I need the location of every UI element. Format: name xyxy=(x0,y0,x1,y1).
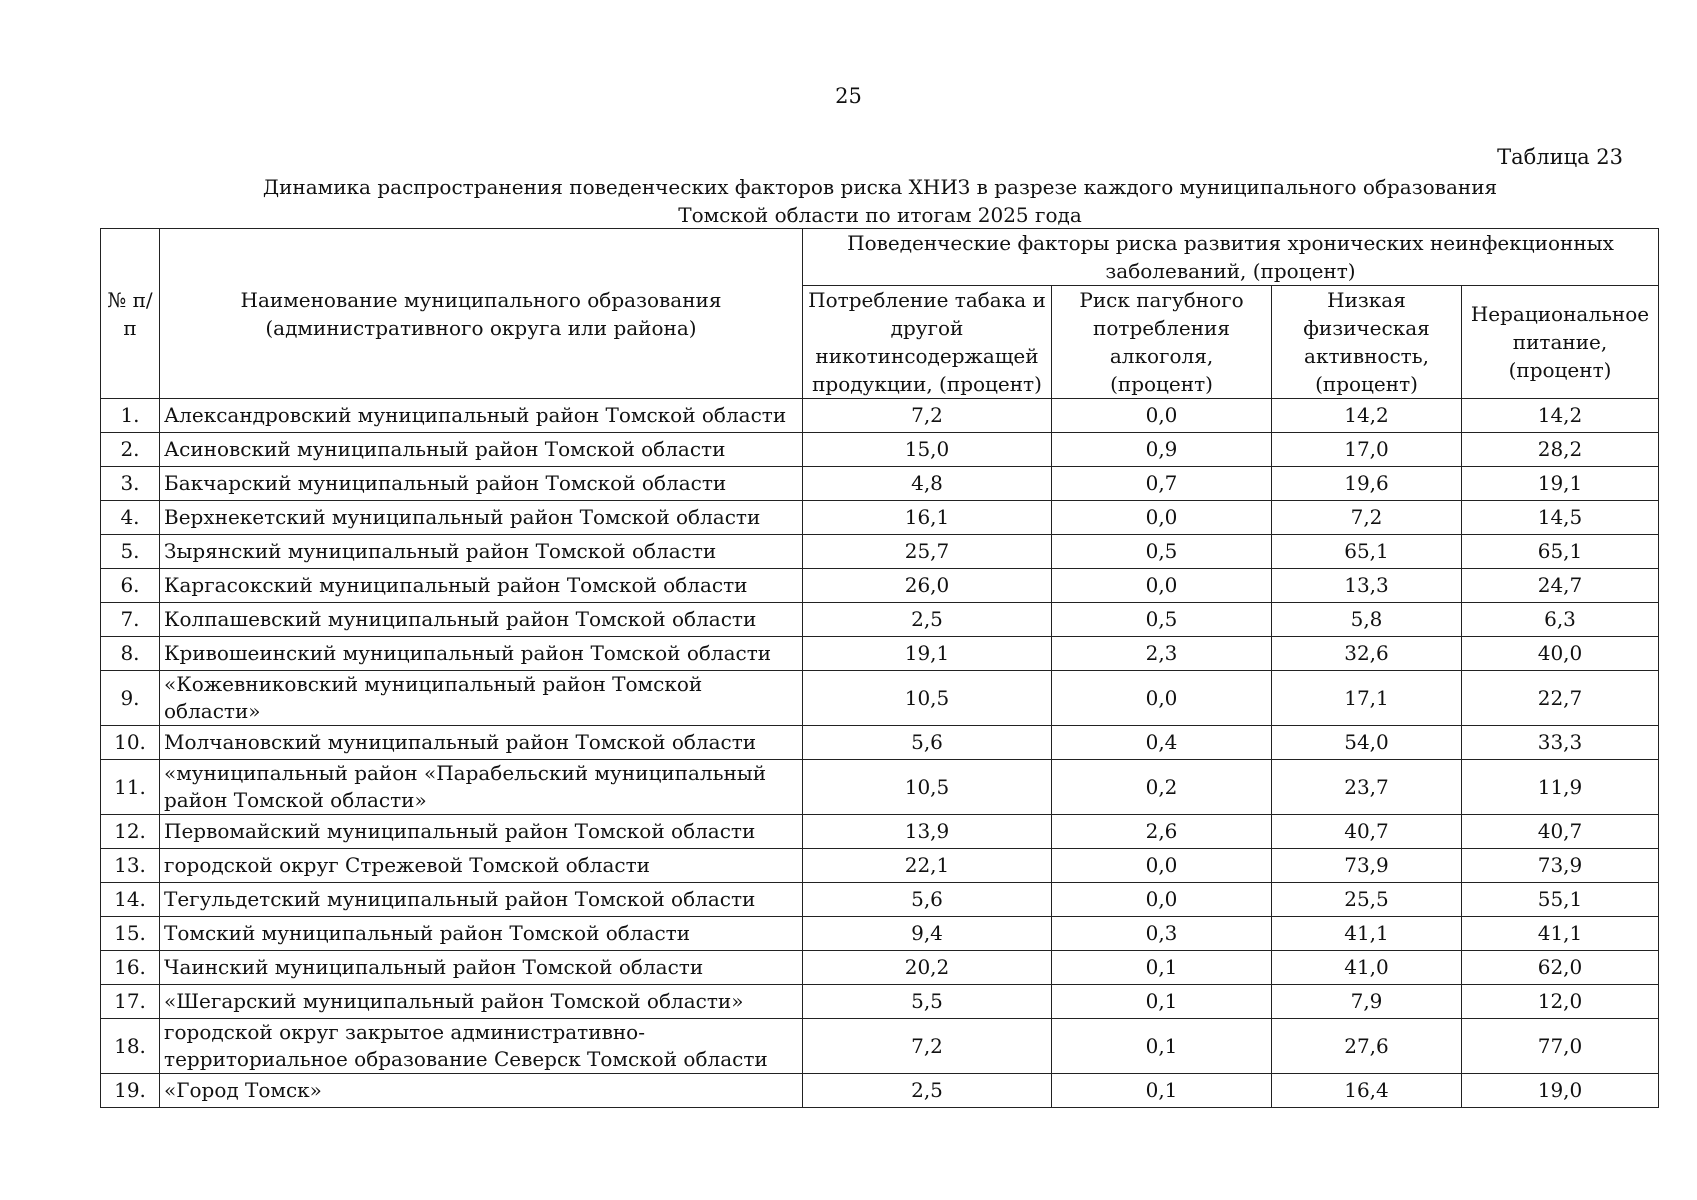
alcohol-value-cell: 0,0 xyxy=(1052,399,1272,433)
alcohol-value-cell: 0,5 xyxy=(1052,603,1272,637)
tobacco-value-cell: 20,2 xyxy=(803,951,1052,985)
table-body xyxy=(101,399,1659,1108)
row-number-cell: 13. xyxy=(101,849,160,883)
nutrition-value-cell: 19,1 xyxy=(1462,467,1659,501)
alcohol-value-cell: 0,0 xyxy=(1052,501,1272,535)
tobacco-value-cell: 10,5 xyxy=(803,760,1052,815)
header-num: № п/п xyxy=(101,229,160,399)
header-activity: Низкая физическая активность, (процент) xyxy=(1272,286,1462,399)
alcohol-value-cell: 0,0 xyxy=(1052,671,1272,726)
alcohol-value-cell: 0,5 xyxy=(1052,535,1272,569)
table-row xyxy=(101,760,1659,815)
tobacco-value-cell: 4,8 xyxy=(803,467,1052,501)
row-number-cell: 3. xyxy=(101,467,160,501)
tobacco-value-cell: 19,1 xyxy=(803,637,1052,671)
municipality-name-cell: Тегульдетский муниципальный район Томской области xyxy=(160,883,803,917)
alcohol-value-cell: 0,1 xyxy=(1052,985,1272,1019)
nutrition-value-cell: 55,1 xyxy=(1462,883,1659,917)
table-row xyxy=(101,467,1659,501)
nutrition-value-cell: 41,1 xyxy=(1462,917,1659,951)
alcohol-value-cell: 2,6 xyxy=(1052,815,1272,849)
alcohol-value-cell: 0,3 xyxy=(1052,917,1272,951)
alcohol-value-cell: 0,4 xyxy=(1052,726,1272,760)
alcohol-value-cell: 0,7 xyxy=(1052,467,1272,501)
table-row xyxy=(101,849,1659,883)
activity-value-cell: 32,6 xyxy=(1272,637,1462,671)
header-tobacco: Потребление табака и другой никотинсодержащей продукции, (процент) xyxy=(803,286,1052,399)
tobacco-value-cell: 15,0 xyxy=(803,433,1052,467)
tobacco-value-cell: 10,5 xyxy=(803,671,1052,726)
table-row xyxy=(101,1074,1659,1108)
municipality-name-cell: Молчановский муниципальный район Томской области xyxy=(160,726,803,760)
alcohol-value-cell: 0,9 xyxy=(1052,433,1272,467)
municipality-name-cell: Колпашевский муниципальный район Томской области xyxy=(160,603,803,637)
municipality-name-cell: «Шегарский муниципальный район Томской области» xyxy=(160,985,803,1019)
municipality-name-cell: Каргасокский муниципальный район Томской области xyxy=(160,569,803,603)
activity-value-cell: 73,9 xyxy=(1272,849,1462,883)
alcohol-value-cell: 0,2 xyxy=(1052,760,1272,815)
nutrition-value-cell: 40,0 xyxy=(1462,637,1659,671)
tobacco-value-cell: 5,6 xyxy=(803,883,1052,917)
table-row xyxy=(101,501,1659,535)
row-number-cell: 17. xyxy=(101,985,160,1019)
row-number-cell: 1. xyxy=(101,399,160,433)
activity-value-cell: 41,1 xyxy=(1272,917,1462,951)
row-number-cell: 8. xyxy=(101,637,160,671)
table-row xyxy=(101,569,1659,603)
activity-value-cell: 19,6 xyxy=(1272,467,1462,501)
table-row xyxy=(101,535,1659,569)
row-number-cell: 6. xyxy=(101,569,160,603)
tobacco-value-cell: 25,7 xyxy=(803,535,1052,569)
page-number: 25 xyxy=(835,84,862,108)
municipality-name-cell: городской округ закрытое административно-территориальное образование Северск Томской области xyxy=(160,1019,803,1074)
header-name: Наименование муниципального образования (административного округа или района) xyxy=(160,229,803,399)
table-title-line-1: Динамика распространения поведенческих факторов риска ХНИЗ в разрезе каждого муниципального образования xyxy=(262,175,1498,199)
row-number-cell: 9. xyxy=(101,671,160,726)
nutrition-value-cell: 12,0 xyxy=(1462,985,1659,1019)
table-row xyxy=(101,603,1659,637)
municipality-name-cell: Чаинский муниципальный район Томской области xyxy=(160,951,803,985)
tobacco-value-cell: 5,6 xyxy=(803,726,1052,760)
nutrition-value-cell: 40,7 xyxy=(1462,815,1659,849)
row-number-cell: 5. xyxy=(101,535,160,569)
row-number-cell: 7. xyxy=(101,603,160,637)
activity-value-cell: 14,2 xyxy=(1272,399,1462,433)
municipality-name-cell: городской округ Стрежевой Томской области xyxy=(160,849,803,883)
municipality-name-cell: Зырянский муниципальный район Томской области xyxy=(160,535,803,569)
nutrition-value-cell: 77,0 xyxy=(1462,1019,1659,1074)
activity-value-cell: 41,0 xyxy=(1272,951,1462,985)
activity-value-cell: 7,2 xyxy=(1272,501,1462,535)
row-number-cell: 10. xyxy=(101,726,160,760)
table-row xyxy=(101,985,1659,1019)
municipality-name-cell: Александровский муниципальный район Томской области xyxy=(160,399,803,433)
tobacco-value-cell: 22,1 xyxy=(803,849,1052,883)
activity-value-cell: 17,1 xyxy=(1272,671,1462,726)
nutrition-value-cell: 22,7 xyxy=(1462,671,1659,726)
header-nutrition: Нерациональное питание, (процент) xyxy=(1462,286,1659,399)
activity-value-cell: 13,3 xyxy=(1272,569,1462,603)
row-number-cell: 18. xyxy=(101,1019,160,1074)
alcohol-value-cell: 2,3 xyxy=(1052,637,1272,671)
row-number-cell: 15. xyxy=(101,917,160,951)
row-number-cell: 16. xyxy=(101,951,160,985)
nutrition-value-cell: 28,2 xyxy=(1462,433,1659,467)
nutrition-value-cell: 11,9 xyxy=(1462,760,1659,815)
table-row xyxy=(101,399,1659,433)
municipality-name-cell: Первомайский муниципальный район Томской области xyxy=(160,815,803,849)
activity-value-cell: 5,8 xyxy=(1272,603,1462,637)
tobacco-value-cell: 5,5 xyxy=(803,985,1052,1019)
activity-value-cell: 65,1 xyxy=(1272,535,1462,569)
header-risk-factors-group: Поведенческие факторы риска развития хронических неинфекционных заболеваний, (процент) xyxy=(803,229,1659,286)
municipality-name-cell: «муниципальный район «Парабельский муниципальный район Томской области» xyxy=(160,760,803,815)
alcohol-value-cell: 0,1 xyxy=(1052,1019,1272,1074)
municipality-name-cell: Томский муниципальный район Томской области xyxy=(160,917,803,951)
table-row xyxy=(101,433,1659,467)
nutrition-value-cell: 33,3 xyxy=(1462,726,1659,760)
nutrition-value-cell: 65,1 xyxy=(1462,535,1659,569)
municipality-name-cell: Верхнекетский муниципальный район Томской области xyxy=(160,501,803,535)
table-row xyxy=(101,951,1659,985)
activity-value-cell: 27,6 xyxy=(1272,1019,1462,1074)
activity-value-cell: 16,4 xyxy=(1272,1074,1462,1108)
row-number-cell: 12. xyxy=(101,815,160,849)
municipality-name-cell: «Кожевниковский муниципальный район Томской области» xyxy=(160,671,803,726)
nutrition-value-cell: 6,3 xyxy=(1462,603,1659,637)
municipality-name-cell: Кривошеинский муниципальный район Томской области xyxy=(160,637,803,671)
alcohol-value-cell: 0,0 xyxy=(1052,849,1272,883)
tobacco-value-cell: 7,2 xyxy=(803,1019,1052,1074)
table-row xyxy=(101,815,1659,849)
municipality-name-cell: «Город Томск» xyxy=(160,1074,803,1108)
row-number-cell: 4. xyxy=(101,501,160,535)
tobacco-value-cell: 16,1 xyxy=(803,501,1052,535)
nutrition-value-cell: 19,0 xyxy=(1462,1074,1659,1108)
nutrition-value-cell: 14,2 xyxy=(1462,399,1659,433)
alcohol-value-cell: 0,1 xyxy=(1052,951,1272,985)
table-row xyxy=(101,726,1659,760)
header-alcohol: Риск пагубного потребления алкоголя, (процент) xyxy=(1052,286,1272,399)
activity-value-cell: 54,0 xyxy=(1272,726,1462,760)
municipality-name-cell: Асиновский муниципальный район Томской области xyxy=(160,433,803,467)
activity-value-cell: 23,7 xyxy=(1272,760,1462,815)
tobacco-value-cell: 9,4 xyxy=(803,917,1052,951)
row-number-cell: 2. xyxy=(101,433,160,467)
tobacco-value-cell: 2,5 xyxy=(803,1074,1052,1108)
table-row xyxy=(101,883,1659,917)
risk-factors-table xyxy=(100,228,1659,1108)
table-row xyxy=(101,671,1659,726)
row-number-cell: 19. xyxy=(101,1074,160,1108)
nutrition-value-cell: 73,9 xyxy=(1462,849,1659,883)
row-number-cell: 11. xyxy=(101,760,160,815)
table-title-line-2: Томской области по итогам 2025 года xyxy=(678,203,1082,227)
table-label: Таблица 23 xyxy=(1497,145,1623,169)
activity-value-cell: 40,7 xyxy=(1272,815,1462,849)
alcohol-value-cell: 0,0 xyxy=(1052,883,1272,917)
activity-value-cell: 7,9 xyxy=(1272,985,1462,1019)
municipality-name-cell: Бакчарский муниципальный район Томской области xyxy=(160,467,803,501)
tobacco-value-cell: 26,0 xyxy=(803,569,1052,603)
table-row xyxy=(101,637,1659,671)
tobacco-value-cell: 7,2 xyxy=(803,399,1052,433)
activity-value-cell: 17,0 xyxy=(1272,433,1462,467)
activity-value-cell: 25,5 xyxy=(1272,883,1462,917)
tobacco-value-cell: 2,5 xyxy=(803,603,1052,637)
nutrition-value-cell: 62,0 xyxy=(1462,951,1659,985)
tobacco-value-cell: 13,9 xyxy=(803,815,1052,849)
nutrition-value-cell: 14,5 xyxy=(1462,501,1659,535)
row-number-cell: 14. xyxy=(101,883,160,917)
alcohol-value-cell: 0,1 xyxy=(1052,1074,1272,1108)
table-row xyxy=(101,1019,1659,1074)
nutrition-value-cell: 24,7 xyxy=(1462,569,1659,603)
table-row xyxy=(101,917,1659,951)
table-title xyxy=(100,173,1660,229)
alcohol-value-cell: 0,0 xyxy=(1052,569,1272,603)
